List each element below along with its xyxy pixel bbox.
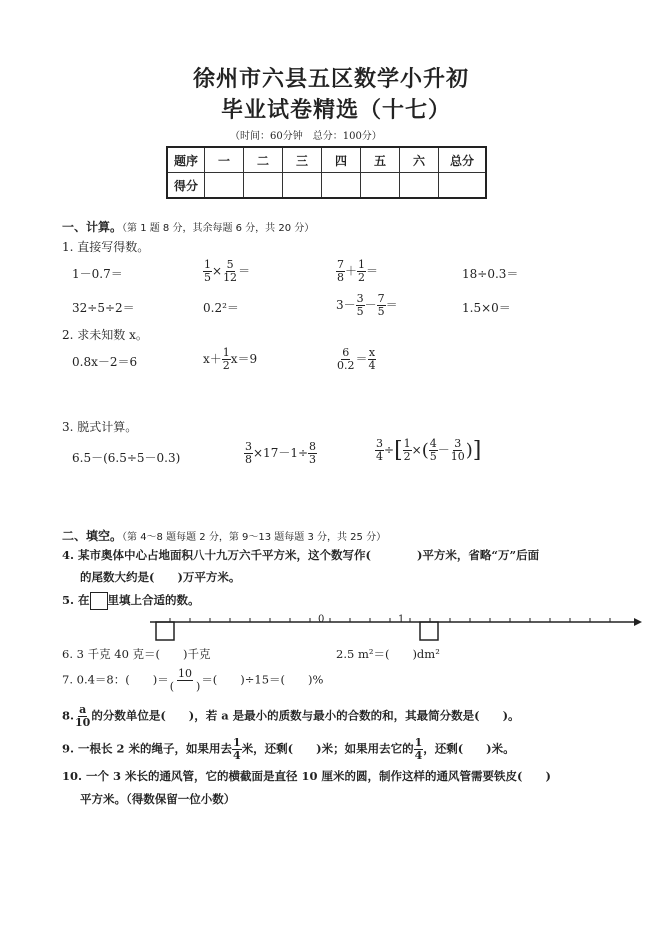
fraction: $\frac{1}{5}$ bbox=[204, 258, 211, 284]
calc-item: $\frac{7}{8}$ ＋ $\frac{1}{2}$ ＝ bbox=[337, 258, 379, 284]
fraction: $\frac{3}{10}$ bbox=[450, 437, 465, 463]
right-paren: ) bbox=[465, 440, 473, 461]
section-1-title: 一、计算。 bbox=[62, 220, 123, 234]
question-8: 8. $\frac{a}{10}$ 的分数单位是( )，若 a 是最小的质数与最小的合数的和，其最简分数是( )。 bbox=[62, 703, 520, 729]
answer-box-icon bbox=[90, 592, 108, 610]
title-line-2: 毕业试卷精选（十七） bbox=[221, 98, 452, 123]
fraction: $\frac{6}{0.2}$ bbox=[337, 346, 355, 372]
left-bracket: [ bbox=[394, 438, 403, 463]
section-2-note: （第 4～8 题每题 2 分，第 9～13 题每题 3 分，共 25 分） bbox=[122, 532, 387, 543]
question-2-label: 2. 求未知数 x。 bbox=[62, 328, 148, 342]
title-line-1: 徐州市六县五区数学小升初 bbox=[193, 67, 470, 92]
equation: $\frac{6}{0.2}$ ＝ $\frac{x}{4}$ bbox=[337, 346, 376, 372]
fraction: $\frac{x}{4}$ bbox=[368, 346, 376, 372]
number-line-answer-box-left[interactable] bbox=[156, 622, 174, 640]
section-2-heading bbox=[62, 527, 386, 544]
fraction: $\frac{1}{4}$ bbox=[233, 736, 241, 762]
number-line-answer-box-right[interactable] bbox=[420, 622, 438, 640]
equation: x＋ $\frac{1}{2}$ x＝9 bbox=[203, 346, 258, 372]
score-header-cell: 题序 bbox=[167, 147, 205, 173]
fraction: $\frac{1}{2}$ bbox=[358, 258, 366, 284]
question-4-line-2: 的尾数大约是( )万平方米。 bbox=[80, 570, 241, 584]
calc-item: 0.2²＝ bbox=[203, 301, 239, 315]
question-7: 7. 0.4＝8：( )＝ $\frac{10}{( )}$ ＝( )÷15＝( )% bbox=[62, 667, 324, 693]
score-blank-cell[interactable] bbox=[400, 173, 439, 199]
fraction: $\frac{1}{4}$ bbox=[414, 736, 423, 762]
number-line-label-zero: 0 bbox=[318, 614, 325, 625]
score-blank-cell[interactable] bbox=[322, 173, 361, 199]
score-row-label: 得分 bbox=[167, 173, 205, 199]
question-4-line-1: 4. 某市奥体中心占地面积八十九万六千平方米，这个数写作( )平方米，省略“万”后面 bbox=[62, 548, 540, 562]
score-header-cell: 总分 bbox=[439, 147, 487, 173]
question-9: 9. 一根长 2 米的绳子，如果用去 $\frac{1}{4}$ 米，还剩( )米；如果用去它的 $\frac{1}{4}$ ，还剩( )米。 bbox=[62, 736, 515, 762]
calc-item: 18÷0.3＝ bbox=[462, 267, 519, 281]
fraction: $\frac{7}{8}$ bbox=[337, 258, 344, 284]
fraction: $\frac{1}{2}$ bbox=[222, 346, 230, 372]
number-line-label-one: 1 bbox=[398, 614, 405, 625]
expression: $\frac{3}{4}$ ÷[ $\frac{1}{2}$ ×( $\frac{4}{5}$ － $\frac{3}{10}$ )] bbox=[376, 437, 482, 463]
fraction: $\frac{8}{3}$ bbox=[309, 440, 317, 466]
score-header-cell: 一 bbox=[205, 147, 244, 173]
fraction: $\frac{5}{12}$ bbox=[223, 258, 238, 284]
expression: 6.5－(6.5÷5－0.3) bbox=[72, 451, 181, 465]
fraction: $\frac{3}{8}$ bbox=[245, 440, 252, 466]
section-1-note: （第 1 题 8 分，其余每题 6 分，共 20 分） bbox=[122, 223, 315, 234]
calc-item: 1.5×0＝ bbox=[462, 301, 511, 315]
calc-item: 32÷5÷2＝ bbox=[72, 301, 135, 315]
question-10-line-2: 平方米。（得数保留一位小数） bbox=[80, 792, 236, 806]
equation: 0.8x－2＝6 bbox=[72, 355, 138, 369]
question-10-line-1: 10. 一个 3 米长的通风管，它的横截面是直径 10 厘米的圆，制作这样的通风管需要铁皮( ) bbox=[62, 769, 551, 783]
score-table-score-row bbox=[167, 173, 486, 199]
score-table-header-row bbox=[167, 147, 486, 173]
score-header-cell: 二 bbox=[244, 147, 283, 173]
exam-subtitle: （时间：60分钟 总分：100分） bbox=[230, 131, 382, 142]
calc-item: 1－0.7＝ bbox=[72, 267, 123, 281]
fraction: $\frac{7}{5}$ bbox=[377, 292, 385, 318]
calc-item: $\frac{1}{5}$ × $\frac{5}{12}$ ＝ bbox=[204, 258, 251, 284]
right-bracket: ] bbox=[472, 438, 482, 463]
score-blank-cell[interactable] bbox=[283, 173, 322, 199]
expression: $\frac{3}{8}$ ×17－1÷ $\frac{8}{3}$ bbox=[245, 440, 317, 466]
score-header-cell: 六 bbox=[400, 147, 439, 173]
fraction: $\frac{4}{5}$ bbox=[429, 437, 437, 463]
fraction: $\frac{3}{4}$ bbox=[376, 437, 383, 463]
score-table bbox=[166, 146, 487, 199]
question-6b: 2.5 m²＝( )dm² bbox=[336, 647, 440, 661]
score-header-cell: 四 bbox=[322, 147, 361, 173]
section-1-heading bbox=[62, 218, 314, 235]
calc-item: 3－ $\frac{3}{5}$ － $\frac{7}{5}$ ＝ bbox=[336, 292, 398, 318]
score-blank-cell[interactable] bbox=[244, 173, 283, 199]
left-paren: ( bbox=[421, 440, 429, 461]
question-1-label: 1. 直接写得数。 bbox=[62, 240, 150, 254]
question-5: 5. 在 里填上合适的数。 bbox=[62, 592, 200, 610]
score-header-cell: 三 bbox=[283, 147, 322, 173]
fraction: $\frac{3}{5}$ bbox=[356, 292, 364, 318]
score-blank-cell[interactable] bbox=[205, 173, 244, 199]
section-2-title: 二、填空。 bbox=[62, 529, 123, 543]
question-3-label: 3. 脱式计算。 bbox=[62, 420, 138, 434]
question-6a: 6. 3 千克 40 克＝( )千克 bbox=[62, 647, 211, 661]
fraction: $\frac{1}{2}$ bbox=[403, 437, 411, 463]
score-header-cell: 五 bbox=[361, 147, 400, 173]
fraction: $\frac{10}{( )}$ bbox=[169, 667, 201, 693]
score-blank-cell[interactable] bbox=[361, 173, 400, 199]
score-blank-cell[interactable] bbox=[439, 173, 487, 199]
fraction: $\frac{a}{10}$ bbox=[75, 703, 91, 729]
